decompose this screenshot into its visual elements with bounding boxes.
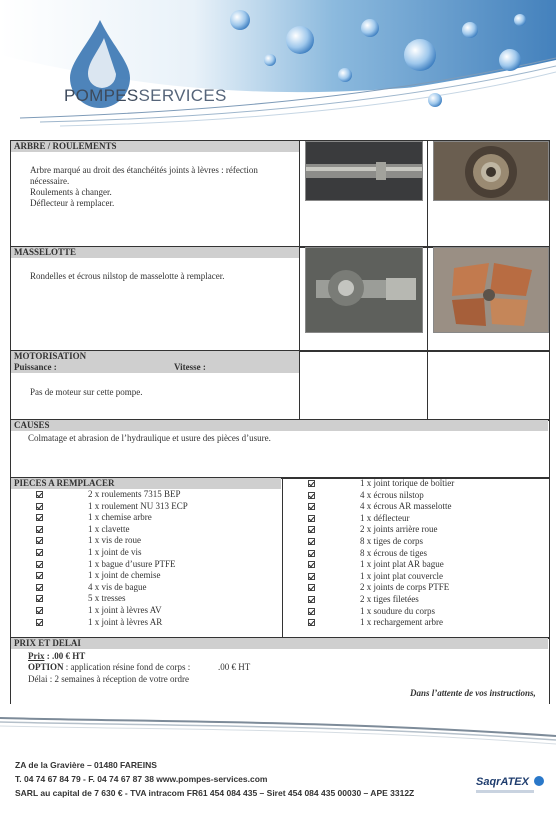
checkbox-checked-icon <box>308 526 315 533</box>
checkbox-checked-icon <box>308 608 315 615</box>
list-item: 5 x tresses <box>36 593 276 605</box>
list-item: 4 x vis de bague <box>36 582 276 594</box>
list-item: 1 x chemise arbre <box>36 512 276 524</box>
list-item: 4 x écrous nilstop <box>308 490 543 502</box>
arbre-title: ARBRE / ROULEMENTS <box>11 141 299 152</box>
list-item: 2 x joints arrière roue <box>308 524 543 536</box>
checkbox-checked-icon <box>36 549 43 556</box>
arbre-text: Arbre marqué au droit des étanchéités joints à lèvres : réfection nécessaire. Roulements à changer. Déflecteur à remplacer. <box>30 165 258 208</box>
masselotte-photo <box>305 247 423 333</box>
puissance-label: Puissance : <box>14 362 57 372</box>
list-item: 2 x roulements 7315 BEP <box>36 489 276 501</box>
signature-text: Dans l’attente de vos instructions, <box>410 688 536 698</box>
pieces-right-list <box>308 478 543 629</box>
brand-logo: POMPESSERVICES <box>64 86 227 105</box>
header-banner <box>0 0 556 130</box>
checkbox-checked-icon <box>36 503 43 510</box>
prix-title: PRIX ET DELAI <box>11 638 548 649</box>
list-item: 8 x écrous de tiges <box>308 548 543 560</box>
list-item: 8 x tiges de corps <box>308 536 543 548</box>
checkbox-checked-icon <box>308 492 315 499</box>
footer-legal: SARL au capital de 7 630 € - TVA intracom FR61 454 084 435 – Siret 454 084 435 00030 – APE 3312Z <box>15 788 415 798</box>
header-water-graphic <box>0 0 556 130</box>
delai-line: Délai : 2 semaines à réception de votre ordre <box>28 674 189 684</box>
list-item: 1 x rechargement arbre <box>308 617 543 629</box>
list-item: 1 x déflecteur <box>308 513 543 525</box>
list-item: 1 x roulement NU 313 ECP <box>36 501 276 513</box>
motorisation-title: MOTORISATION Puissance : Vitesse : <box>11 351 299 373</box>
motorisation-text: Pas de moteur sur cette pompe. <box>30 387 143 397</box>
checkbox-checked-icon <box>308 561 315 568</box>
list-item: 1 x bague d’usure PTFE <box>36 559 276 571</box>
masselotte-title: MASSELOTTE <box>11 247 299 258</box>
checkbox-checked-icon <box>308 619 315 626</box>
partner-logo: SaqrATEX <box>476 776 546 802</box>
bearing-photo <box>433 141 549 201</box>
checkbox-checked-icon <box>308 584 315 591</box>
checkbox-checked-icon <box>36 607 43 614</box>
list-item: 1 x joint plat couvercle <box>308 571 543 583</box>
list-item: 1 x joint plat AR bague <box>308 559 543 571</box>
footer-swoosh-graphic <box>0 700 556 760</box>
list-item: 4 x écrous AR masselotte <box>308 501 543 513</box>
checkbox-checked-icon <box>308 538 315 545</box>
masselotte-text: Rondelles et écrous nilstop de masselotte à remplacer. <box>30 271 225 281</box>
checkbox-checked-icon <box>308 596 315 603</box>
checkbox-checked-icon <box>308 550 315 557</box>
option-line: OPTION : application résine fond de corps : .00 € HT <box>28 662 251 672</box>
list-item: 1 x soudure du corps <box>308 606 543 618</box>
pieces-title: PIECES A REMPLACER <box>11 478 281 489</box>
list-item: 1 x joint torique de boîtier <box>308 478 543 490</box>
checkbox-checked-icon <box>308 573 315 580</box>
checkbox-checked-icon <box>36 491 43 498</box>
vitesse-label: Vitesse : <box>174 362 206 372</box>
checkbox-checked-icon <box>36 584 43 591</box>
list-item: 1 x clavette <box>36 524 276 536</box>
checkbox-checked-icon <box>36 561 43 568</box>
list-item: 1 x joint de chemise <box>36 570 276 582</box>
checkbox-checked-icon <box>36 514 43 521</box>
checkbox-checked-icon <box>36 526 43 533</box>
causes-title: CAUSES <box>11 420 548 431</box>
causes-text: Colmatage et abrasion de l’hydraulique et usure des pièces d’usure. <box>28 433 271 443</box>
checkbox-checked-icon <box>308 515 315 522</box>
footer-address: ZA de la Gravière – 01480 FAREINS <box>15 760 157 770</box>
checkbox-checked-icon <box>308 503 315 510</box>
list-item: 1 x joint à lèvres AV <box>36 605 276 617</box>
partner-badge-icon <box>534 776 544 786</box>
checkbox-checked-icon <box>36 619 43 626</box>
list-item: 1 x joint de vis <box>36 547 276 559</box>
list-item: 1 x vis de roue <box>36 535 276 547</box>
shaft-photo <box>305 141 423 201</box>
checkbox-checked-icon <box>36 537 43 544</box>
prix-line: Prix : .00 € HT <box>28 651 86 661</box>
checkbox-checked-icon <box>36 595 43 602</box>
checkbox-checked-icon <box>308 480 315 487</box>
checkbox-checked-icon <box>36 572 43 579</box>
footer-contact: T. 04 74 67 84 79 - F. 04 74 67 87 38 www.pompes-services.com <box>15 774 268 784</box>
pieces-left-list <box>36 489 276 628</box>
footer <box>0 700 556 815</box>
rondelles-photo <box>433 247 549 333</box>
list-item: 2 x tiges filetées <box>308 594 543 606</box>
list-item: 2 x joints de corps PTFE <box>308 582 543 594</box>
list-item: 1 x joint à lèvres AR <box>36 617 276 629</box>
